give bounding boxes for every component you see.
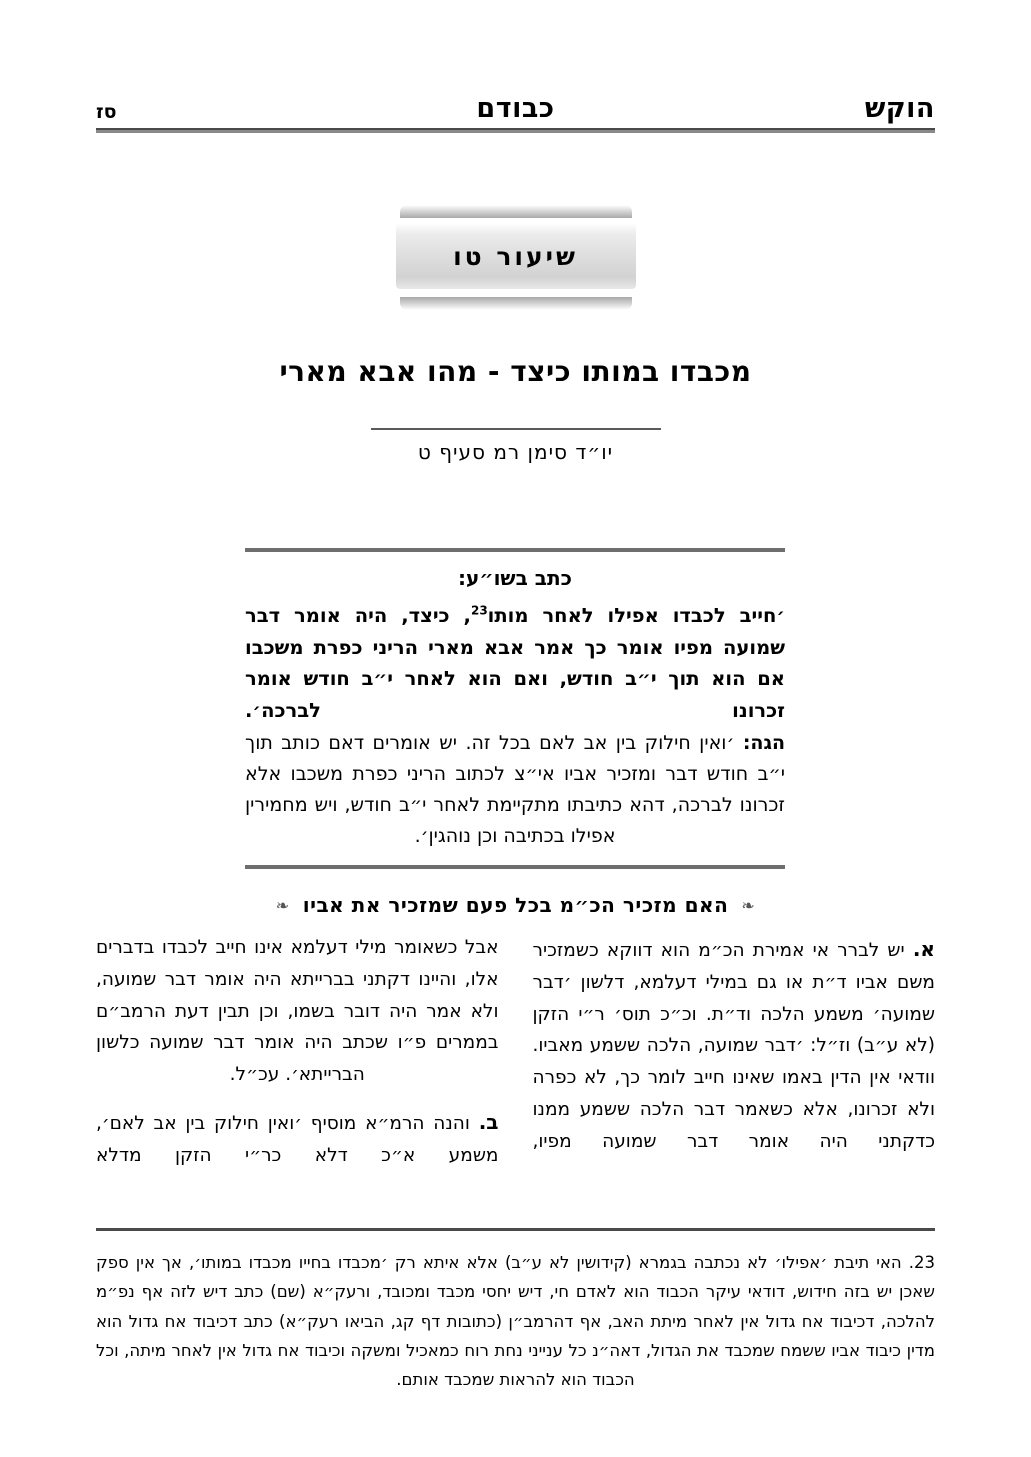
quote-block [245,548,785,869]
paragraph-marker-alef: א. [912,937,935,961]
paragraph-continuation [96,932,499,1091]
source-reference: יו״ד סימן רמ סעיף ט [417,440,614,464]
gloss-label: הגה: [742,732,786,755]
section-heading: האם מזכיר הכ״מ בכל פעם שמזכיר את אביו [302,893,729,917]
column-right [533,932,936,1172]
body-columns [96,932,935,1172]
footnote-text: האי תיבת ׳אפילו׳ לא נכתבה בגמרא (קידושין לא ע״ב) אלא איתא רק ׳מכבדו בחייו מכבדו במותו׳, אך אין ספק שאכן יש בזה חידוש, דודאי עיקר הכבוד הוא לאדם חי, דיש יחסי מכבד ומכובד, ורעק״א (שם) כתב דיש לזה אף נפ״מ להלכה, דכיבוד אח גדול אין לאחר מיתת האב, אף דהרמב״ן (כתובות דף קג, הביאו רעק״א) כתב דכיבוד אח גדול הוא מדין כיבוד אביו ששמח שמכבד את הגדול, דאה״נ כל ענייני נחת רוח כמאכיל ומשקה וכיבוד אח גדול אין לאחר מיתה, וכל הכבוד הוא להראות שמכבד אותם. [96,1253,935,1390]
lesson-banner [0,205,1031,310]
quote-top-rule [245,548,785,552]
page-title: מכבדו במותו כיצד - מהו אבא מארי [279,355,752,388]
banner-top-bar [400,205,632,218]
footnotes-section [96,1248,935,1395]
quote-body [245,600,785,726]
quote-heading: כתב בשו״ע: [458,566,572,590]
gloss-body [245,728,785,851]
banner-box [396,223,636,289]
running-head [96,82,935,122]
footnote-divider [96,1228,935,1231]
paragraph-text-continuation: אבל כשאומר מילי דעלמא אינו חייב לכבדו בדברים אלו, והיינו דקתני בברייתא היה אומר דבר שמועה, ולא אמר היה דובר בשמו, וכן תבין דעת הרמב״ם בממרים פ״ו שכתב היה אומר דבר שמועה כלשון הברייתא׳. עכ״ל. [96,937,499,1086]
banner-bottom-bar [400,297,632,310]
paragraph-marker-bet: ב. [478,1110,499,1135]
fleuron-ornament-left-icon: ❧ [275,895,290,915]
paragraph-alef [533,932,936,1158]
page-number: סז [96,101,117,123]
footnote-marker[interactable]: 23 [470,603,488,618]
paragraph-text-alef: יש לברר אי אמירת הכ״מ הוא דווקא כשמזכיר משם אביו ד״ת או גם במילי דעלמא, דלשון ׳דבר שמועה׳ משמע הלכה וד״ת. וכ״כ תוס׳ ר״י הזקן (לא ע״ב) וז״ל: ׳דבר שמועה, הלכה ששמע מאביו. וודאי אין הדין באמו שאינו חייב לומר כך, לא כפרה ולא זכרונו, אלא כשאמר דבר הלכה ששמע ממנו כדקתני היה אומר דבר שמועה מפיו, [532,940,935,1152]
source-reference-block [0,428,1031,464]
header-divider [96,128,935,133]
paragraph-bet [96,1105,499,1172]
running-head-center-title: כבודם [476,93,555,124]
footnote-item [96,1248,935,1395]
quote-bottom-rule [245,865,785,869]
quote-text-after-note: , כיצד, היה אומר דבר שמועה מפיו אומר כך אמר אבא מארי הריני כפרת משכבו אם הוא תוך י״ב חודש, ואם הוא לאחר י״ב חודש אומר זכרונו לברכה׳. [245,604,785,722]
footnote-number: 23. [908,1253,935,1272]
section-heading-row [0,893,1031,917]
quote-text-before-note: ׳חייב לכבדו אפילו לאחר מותו [487,604,785,627]
column-left [96,932,499,1172]
fleuron-ornament-right-icon: ❧ [741,895,756,915]
lesson-label: שיעור טו [453,241,578,271]
gloss-text: ׳ואין חילוק בין אב לאם בכל זה. יש אומרים דאם כותב תוך י״ב חודש דבר ומזכיר אביו אי״צ לכתוב הריני כפרת משכבו אלא זכרונו לברכה, דהא כתיבתו מתקיימת לאחר י״ב חודש, ויש מחמירין אפילו בכתיבה וכן נוהגין׳. [245,732,785,847]
running-head-right-title: הוקש [864,93,935,124]
paragraph-text-bet: והנה הרמ״א מוסיף ׳ואין חילוק בין אב לאם׳, משמע א״כ דלא כר״י הזקן מדלא [96,1113,499,1166]
subtitle-divider [371,428,661,430]
